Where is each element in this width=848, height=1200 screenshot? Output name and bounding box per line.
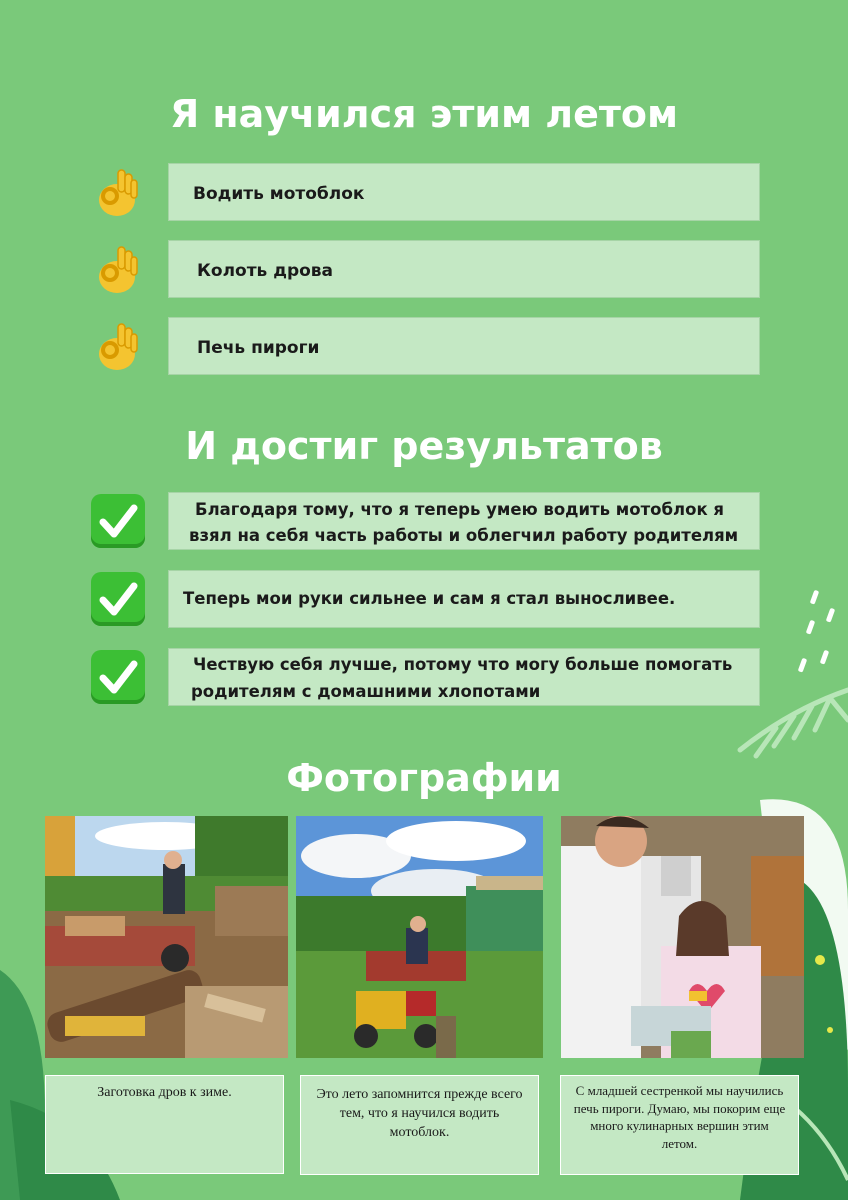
check-mark-icon <box>91 494 145 548</box>
learned-item-1 <box>168 163 760 221</box>
ok-hand-icon <box>94 166 140 220</box>
heading-results: И достиг результатов <box>185 424 663 468</box>
result-item-line: родителям с домашними хлопотами <box>191 682 541 701</box>
ok-hand-icon <box>94 320 140 374</box>
heading-photos: Фотографии <box>286 756 562 800</box>
learned-item-label: Колоть дрова <box>197 261 334 281</box>
ok-hand-icon <box>94 243 140 297</box>
learned-item-label: Печь пироги <box>197 338 320 358</box>
result-item-2 <box>168 570 760 628</box>
photo-caption-2: Это лето запомнится прежде всего тем, что я научился водить мотоблок. <box>300 1075 539 1175</box>
heading-learned: Я научился этим летом <box>169 92 679 136</box>
photo-firewood <box>45 816 288 1058</box>
photo-caption-1: Заготовка дров к зиме. <box>45 1075 284 1174</box>
result-item-3 <box>168 648 760 706</box>
result-item-1 <box>168 492 760 550</box>
photo-motoblock <box>296 816 543 1058</box>
result-item-line: взял на себя часть работы и облегчил работу родителям <box>189 526 739 545</box>
photo-caption-3: С младшей сестренкой мы научились печь пироги. Думаю, мы покорим еще много кулинарных вершин этим летом. <box>560 1075 799 1175</box>
learned-item-label: Водить мотоблок <box>193 184 365 204</box>
photo-kitchen <box>561 816 804 1058</box>
check-mark-icon <box>91 572 145 626</box>
learned-item-2 <box>168 240 760 298</box>
result-item-line: Чествую себя лучше, потому что могу больше помогать <box>193 655 733 674</box>
check-mark-icon <box>91 650 145 704</box>
result-item-line: Теперь мои руки сильнее и сам я стал выносливее. <box>183 589 676 608</box>
learned-item-3 <box>168 317 760 375</box>
result-item-line: Благодаря тому, что я теперь умею водить мотоблок я <box>195 500 724 519</box>
